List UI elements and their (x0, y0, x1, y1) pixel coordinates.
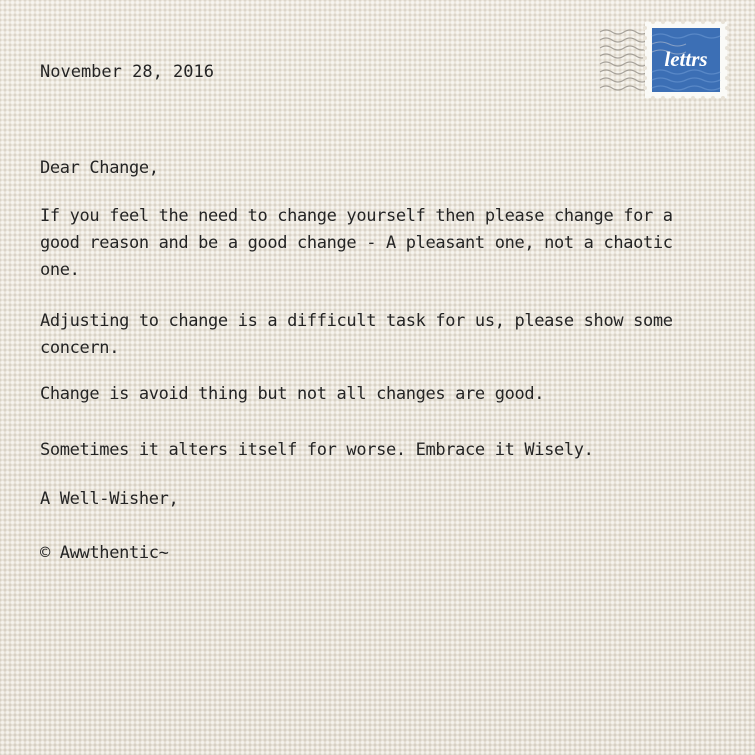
paragraph-2-line-1: Adjusting to change is a difficult task for us, please show some (40, 311, 673, 331)
letter-signature: © Awwthentic~ (40, 543, 169, 563)
letter-date: November 28, 2016 (40, 62, 214, 82)
paragraph-4: Sometimes it alters itself for worse. Embrace it Wisely. (40, 440, 594, 460)
paragraph-3: Change is avoid thing but not all changes are good. (40, 384, 545, 404)
letter-signoff: A Well-Wisher, (40, 489, 179, 509)
paragraph-1-line-3: one. (40, 260, 80, 280)
postage-stamp-icon (598, 18, 732, 102)
stamp-brand-text: lettrs (664, 47, 708, 71)
paragraph-2-line-2: concern. (40, 338, 120, 358)
letter-greeting: Dear Change, (40, 158, 159, 178)
paragraph-1-line-1: If you feel the need to change yourself then please change for a (40, 206, 673, 226)
paragraph-1-line-2: good reason and be a good change - A pleasant one, not a chaotic (40, 233, 673, 253)
